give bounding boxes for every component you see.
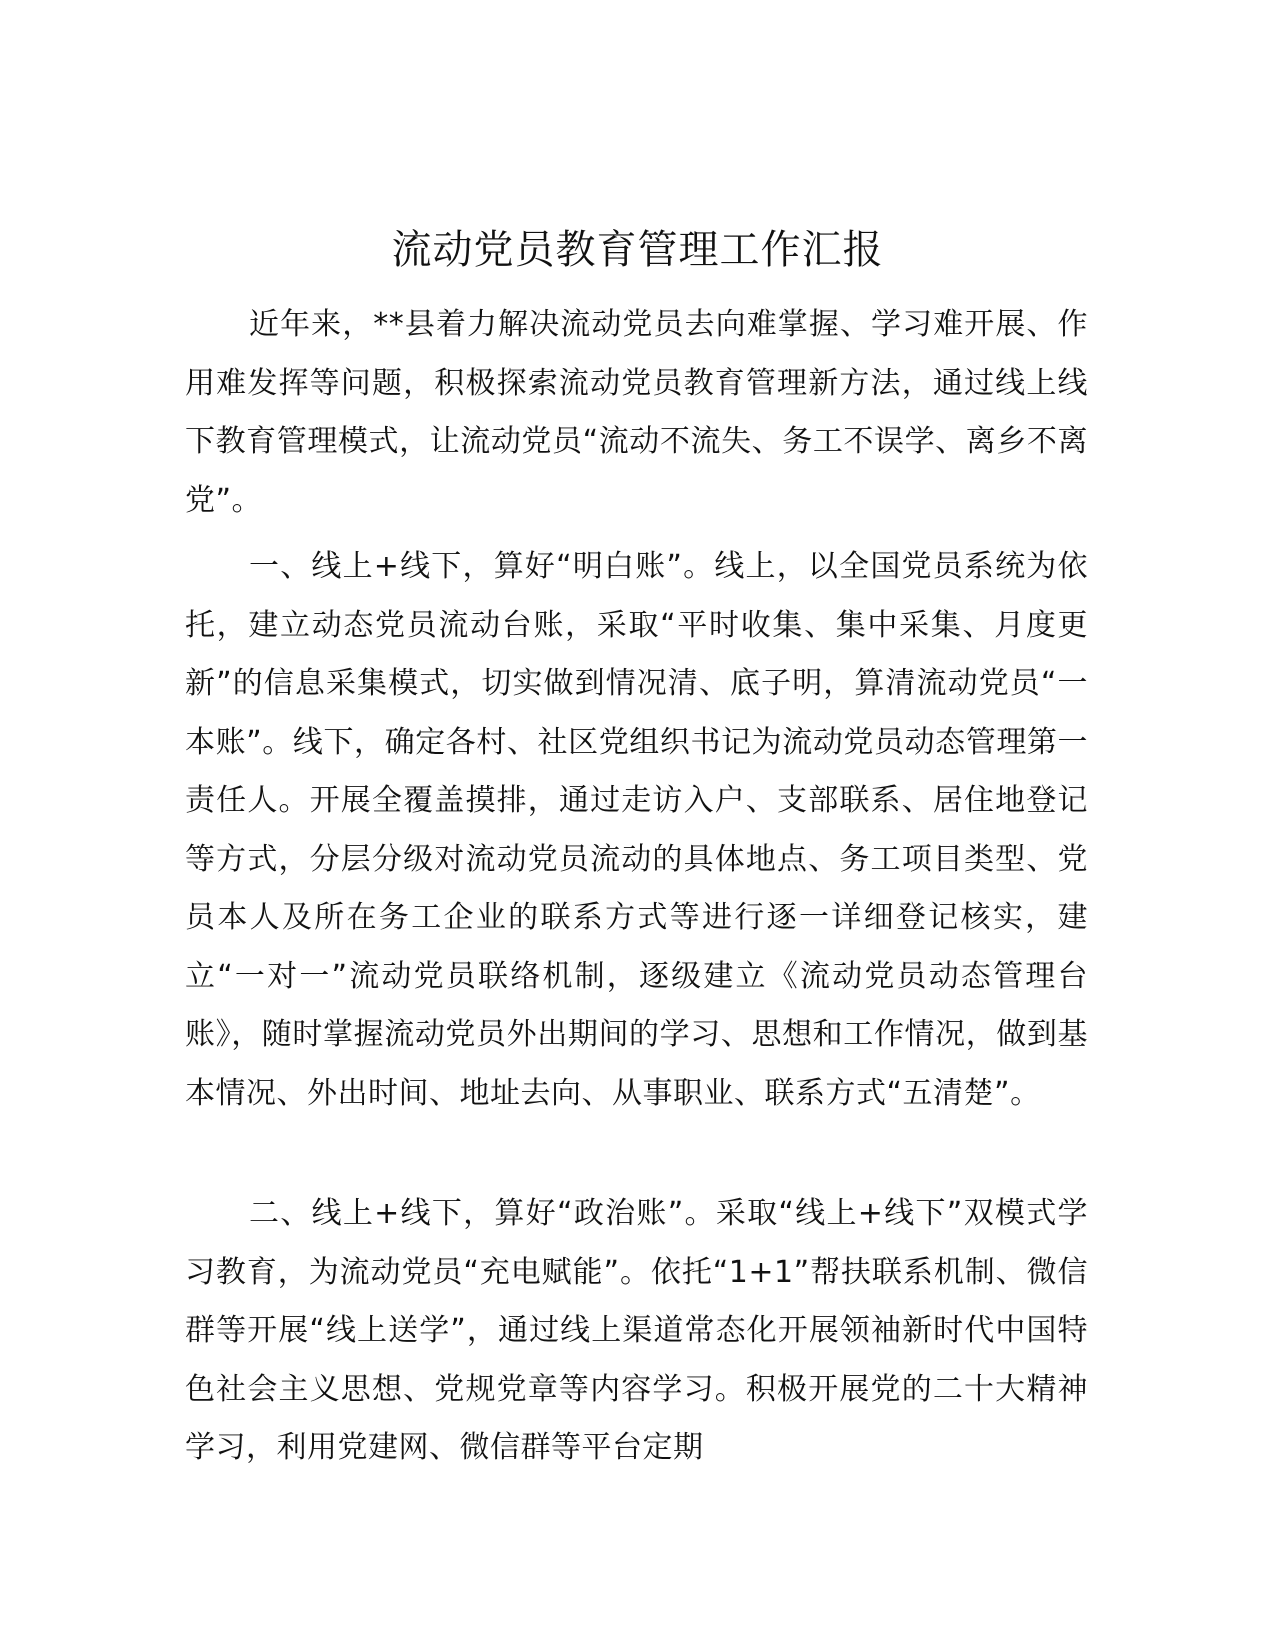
document-title: 流动党员教育管理工作汇报: [391, 227, 884, 273]
paragraph-section-1: 一、线上+线下，算好“明白账”。线上，以全国党员系统为依托，建立动态党员流动台账，采取“平时收集、集中采集、月度更新”的信息采集模式，切实做到情况清、底子明，算清流动党员“一本账”。线下，确定各村、社区党组织书记为流动党员动态管理第一责任人。开展全覆盖摸排，通过走访入户、支部联系、居住地登记等方式，分层分级对流动党员流动的具体地点、务工项目类型、党员本人及所在务工企业的联系方式等进行逐一详细登记核实，建立“一对一”流动党员联络机制，逐级建立《流动党员动态管理台账》，随时掌握流动党员外出期间的学习、思想和工作情况，做到基本情况、外出时间、地址去向、从事职业、联系方式“五清楚”。: [185, 549, 1088, 1111]
paragraph-intro: 近年来，**县着力解决流动党员去向难掌握、学习难开展、作用难发挥等问题，积极探索流动党员教育管理新方法，通过线上线下教育管理模式，让流动党员“流动不流失、务工不误学、离乡不离党”。: [185, 307, 1088, 518]
paragraph-section-2: 二、线上+线下，算好“政治账”。采取“线上+线下”双模式学习教育，为流动党员“充电赋能”。依托“1+1”帮扶联系机制、微信群等开展“线上送学”，通过线上渠道常态化开展领袖新时代中国特色社会主义思想、党规党章等内容学习。积极开展党的二十大精神学习，利用党建网、微信群等平台定期: [185, 1196, 1088, 1465]
